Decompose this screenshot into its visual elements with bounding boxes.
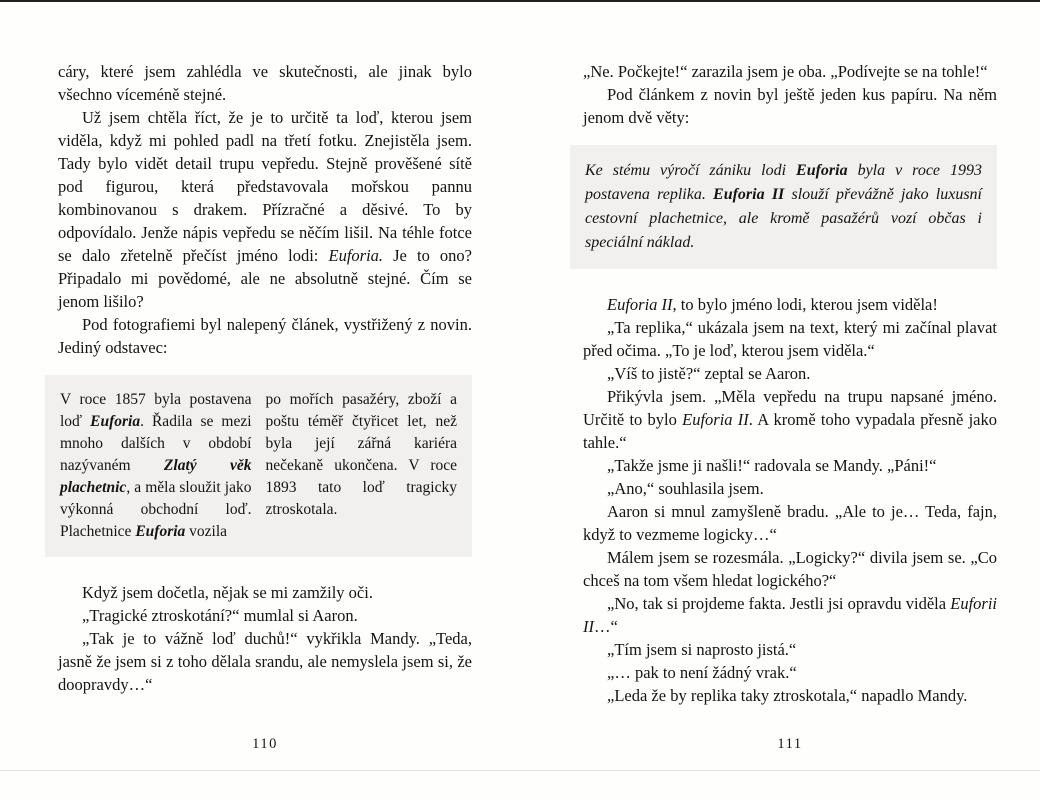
paragraph [583,500,997,546]
paragraph [58,604,472,627]
paragraph [58,313,472,359]
text-run: „… pak to není žádný vrak.“ [607,663,797,682]
paragraph [58,627,472,696]
text-run: „Tak je to vážně loď duchů!“ vykřikla Mandy. „Teda, jasně že jsem si z toho dělala srandu, ale nemyslela jsem si, že doopravdy…“ [58,629,472,694]
text-run: „Ta replika,“ ukázala jsem na text, který mi začínal plavat před očima. „To je loď, kterou jsem viděla.“ [583,318,997,360]
paragraph [58,60,472,106]
clipping-column [266,389,458,543]
text-run: …“ [594,617,618,636]
note-box [570,145,997,269]
emphasized-text: Euforia [796,162,848,179]
text-run: Přikývla jsem. „Měla vepředu na trupu napsané jméno. Určitě to bylo [583,387,997,429]
paragraph [583,684,997,707]
paragraph [583,454,997,477]
emphasized-text: Euforia II [682,410,749,429]
text-run: „Tragické ztroskotání?“ mumlal si Aaron. [82,606,358,625]
page-left [58,60,472,696]
text-run: , a měla sloužit jako výkonná obchodní loď. Plachetnice [60,479,252,540]
page-text-left [58,60,472,696]
text-run: „Takže jsme ji našli!“ radovala se Mandy. „Páni!“ [607,456,937,475]
text-run: Aaron si mnul zamyšleně bradu. „Ale to je… Teda, fajn, když to vezmeme logicky…“ [583,502,997,544]
paragraph [583,638,997,661]
text-run: , to bylo jméno lodi, kterou jsem viděla! [672,295,938,314]
text-run: „Leda že by replika taky ztroskotala,“ napadlo Mandy. [607,686,968,705]
scan-edge-bottom [0,770,1040,771]
emphasized-text: Euforia [90,413,141,430]
newspaper-clipping-box [45,375,472,557]
paragraph [583,546,997,592]
text-run: vozila [185,523,228,540]
paragraph [583,60,997,83]
paragraph [583,362,997,385]
clipping-column [60,389,252,543]
paragraph [583,316,997,362]
paragraph [583,477,997,500]
emphasized-text: Euforii II [583,594,997,636]
emphasized-text: Euforia [135,523,186,540]
page-number-left: 110 [252,736,278,752]
text-run: po mořích pasažéry, zboží a poštu téměř čtyřicet let, než byla její zářná kariéra nečekaně ukončena. V roce 1893 tato loď tragicky ztroskotala. [265,391,457,518]
text-run: Pod fotografiemi byl nalepený článek, vystřižený z novin. Jediný odstavec: [58,315,472,357]
text-run: Když jsem dočetla, nějak se mi zamžily oči. [82,583,373,602]
paragraph [583,83,997,129]
emphasized-text: Euforia II [607,295,673,314]
text-run: . A kromě toho vypadala přesně jako tahle.“ [583,410,997,452]
text-run: „Ne. Počkejte!“ zarazila jsem je oba. „Podívejte se na tohle!“ [583,62,988,81]
text-run: Pod článkem z novin byl ještě jeden kus papíru. Na něm jenom dvě věty: [583,85,997,127]
emphasized-text: Euforia. [328,246,384,265]
text-run: Už jsem chtěla říct, že je to určitě ta loď, kterou jsem viděla, když mi pohled padl na třetí fotku. Znejistěla jsem. Tady bylo vidět detail trupu vepředu. Stejně prověšené sítě pod figurou, která představovala mořskou pannu kombinovanou s drakem. Přízračné a děsivé. To by odpovídalo. Jenže nápis vepředu se něčím lišil. Na téhle fotce se dalo zřetelně přečíst jméno lodi: [58,108,472,265]
text-run: „Tím jsem si naprosto jistá.“ [607,640,797,659]
page-right [583,60,997,707]
page-text-right [583,60,997,707]
paragraph [58,106,472,313]
text-run: „Víš to jistě?“ zeptal se Aaron. [607,364,811,383]
text-run: Málem jsem se rozesmála. „Logicky?“ divila jsem se. „Co chceš na tom všem hledat logického?“ [583,548,997,590]
emphasized-text: Zlatý věk plachetnic [60,457,252,496]
text-run: slouží převážně jako luxusní cestovní plachetnice, ale kromě pasažérů vozí občas i speciální náklad. [585,186,982,251]
paragraph [583,592,997,638]
text-run: „No, tak si projdeme fakta. Jestli jsi opravdu viděla [607,594,951,613]
text-run: Je to ono? Připadalo mi povědomé, ale ne absolutně stejné. Čím se jenom lišilo? [58,246,473,311]
emphasized-text: Euforia II [713,186,785,203]
scan-edge-top [0,0,1040,2]
paragraph [58,581,472,604]
text-run: . Řadila se mezi mnoho dalších v období nazývaném [60,413,252,474]
text-run: V roce 1857 byla postavena loď [60,391,252,430]
paragraph [583,385,997,454]
text-run: byla v roce 1993 postavena replika. [585,162,982,203]
paragraph [583,293,997,316]
page-number-right: 111 [777,736,803,752]
text-run: cáry, které jsem zahlédla ve skutečnosti, ale jinak bylo všechno víceméně stejné. [58,62,472,104]
text-run: „Ano,“ souhlasila jsem. [607,479,764,498]
text-run: Ke stému výročí zániku lodi [585,162,797,179]
paragraph [583,661,997,684]
